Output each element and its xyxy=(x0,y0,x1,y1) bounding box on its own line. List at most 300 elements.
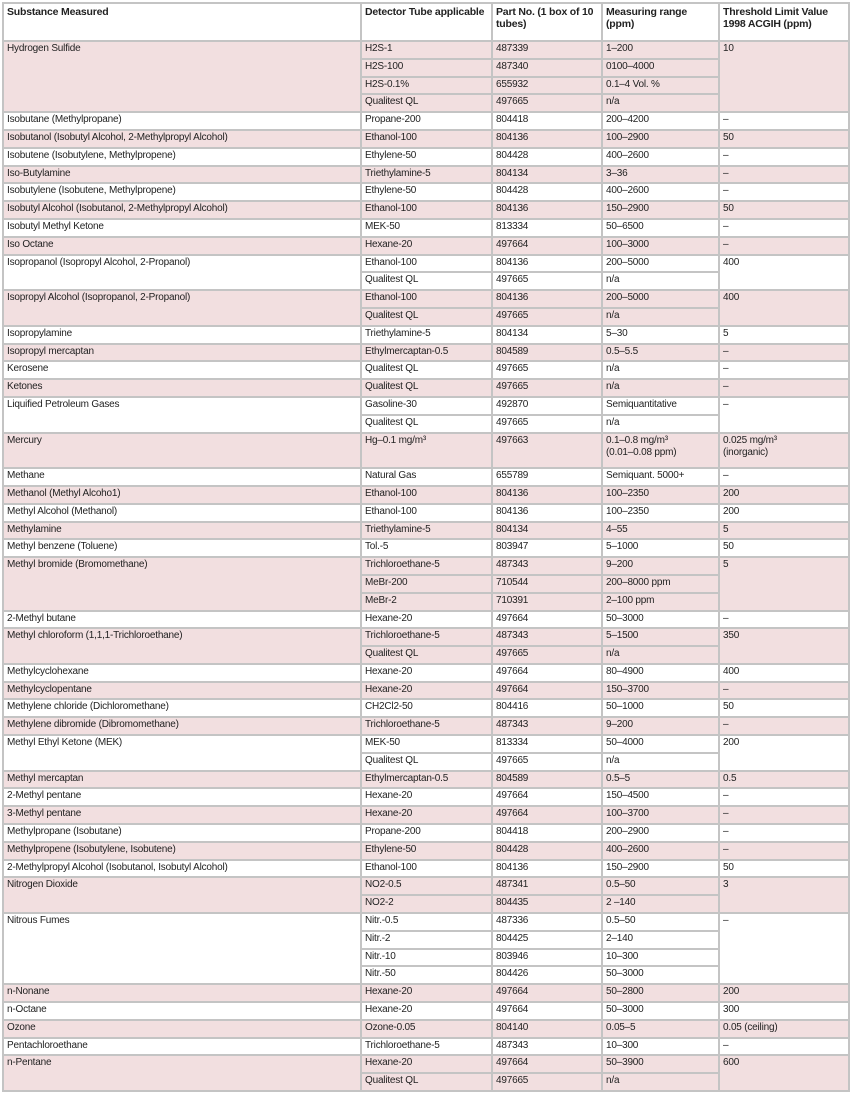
measuring-range-cell: 200–2900 xyxy=(602,824,719,842)
detector-tube-cell: Ethylene-50 xyxy=(361,183,492,201)
detector-tube-cell: Ethylmercaptan-0.5 xyxy=(361,344,492,362)
part-no-cell: 813334 xyxy=(492,219,602,237)
measuring-range-cell: 0.5–50 xyxy=(602,913,719,931)
detector-tube-cell: Ethanol-100 xyxy=(361,486,492,504)
part-no-cell: 804428 xyxy=(492,148,602,166)
tlv-cell: 5 xyxy=(719,557,849,610)
detector-tube-cell: Natural Gas xyxy=(361,468,492,486)
detector-tube-cell: Hexane-20 xyxy=(361,611,492,629)
header-measuring-range: Measuring range (ppm) xyxy=(602,3,719,41)
substance-cell: n-Nonane xyxy=(3,984,361,1002)
substance-cell: Methyl Ethyl Ketone (MEK) xyxy=(3,735,361,771)
table-row xyxy=(3,1002,849,1020)
measuring-range-cell: 150–3700 xyxy=(602,682,719,700)
tlv-cell: – xyxy=(719,219,849,237)
measuring-range-cell-line: (0.01–0.08 ppm) xyxy=(606,446,677,458)
tlv-cell: 50 xyxy=(719,130,849,148)
tlv-cell: 400 xyxy=(719,664,849,682)
part-no-cell: 804589 xyxy=(492,344,602,362)
table-row xyxy=(3,1055,849,1073)
measuring-range-cell: 400–2600 xyxy=(602,148,719,166)
tlv-cell: 10 xyxy=(719,41,849,112)
table-row xyxy=(3,877,849,895)
detector-tube-cell: Triethylamine-5 xyxy=(361,166,492,184)
measuring-range-cell: 0.5–5.5 xyxy=(602,344,719,362)
table-row xyxy=(3,41,849,59)
detector-tube-cell: H2S-1 xyxy=(361,41,492,59)
part-no-cell: 804435 xyxy=(492,895,602,913)
part-no-cell: 804428 xyxy=(492,842,602,860)
substance-cell: Iso-Butylamine xyxy=(3,166,361,184)
substance-cell: Kerosene xyxy=(3,361,361,379)
detector-tube-cell: Hexane-20 xyxy=(361,664,492,682)
substance-cell: Ketones xyxy=(3,379,361,397)
substance-cell: Isobutane (Methylpropane) xyxy=(3,112,361,130)
detector-tube-cell: Ethanol-100 xyxy=(361,201,492,219)
table-row xyxy=(3,735,849,753)
detector-tube-cell: Qualitest QL xyxy=(361,753,492,771)
substance-cell: 2-Methyl pentane xyxy=(3,788,361,806)
measuring-range-cell: 2–100 ppm xyxy=(602,593,719,611)
measuring-range-cell: 100–2900 xyxy=(602,130,719,148)
detector-tube-cell: Triethylamine-5 xyxy=(361,522,492,540)
part-no-cell: 804416 xyxy=(492,699,602,717)
part-no-cell: 487343 xyxy=(492,717,602,735)
table-row xyxy=(3,468,849,486)
tlv-cell: – xyxy=(719,717,849,735)
table-row xyxy=(3,1020,849,1038)
measuring-range-cell: 80–4900 xyxy=(602,664,719,682)
measuring-range-cell: 100–3000 xyxy=(602,237,719,255)
detector-tube-cell: Triethylamine-5 xyxy=(361,326,492,344)
measuring-range-cell: n/a xyxy=(602,272,719,290)
tlv-cell: 0.5 xyxy=(719,771,849,789)
detector-tube-cell: Qualitest QL xyxy=(361,308,492,326)
substance-cell: Methylpropane (Isobutane) xyxy=(3,824,361,842)
measuring-range-cell: 1–200 xyxy=(602,41,719,59)
substance-cell: Isopropyl mercaptan xyxy=(3,344,361,362)
table-row xyxy=(3,539,849,557)
substance-cell: Methyl benzene (Toluene) xyxy=(3,539,361,557)
measuring-range-cell: 400–2600 xyxy=(602,183,719,201)
part-no-cell: 487340 xyxy=(492,59,602,77)
measuring-range-cell: 4–55 xyxy=(602,522,719,540)
detector-tube-cell: Hexane-20 xyxy=(361,1002,492,1020)
substance-cell: Iso Octane xyxy=(3,237,361,255)
tlv-cell: 400 xyxy=(719,255,849,291)
part-no-cell: 710544 xyxy=(492,575,602,593)
part-no-cell: 804426 xyxy=(492,966,602,984)
measuring-range-cell: n/a xyxy=(602,646,719,664)
tlv-cell: 0.05 (ceiling) xyxy=(719,1020,849,1038)
detector-tube-cell: Qualitest QL xyxy=(361,94,492,112)
substance-cell: Ozone xyxy=(3,1020,361,1038)
detector-tube-cell: Qualitest QL xyxy=(361,646,492,664)
table-row xyxy=(3,984,849,1002)
detector-tube-cell: Ethylene-50 xyxy=(361,842,492,860)
part-no-cell: 497665 xyxy=(492,646,602,664)
table-row xyxy=(3,788,849,806)
part-no-cell: 487341 xyxy=(492,877,602,895)
part-no-cell: 497665 xyxy=(492,753,602,771)
part-no-cell: 804418 xyxy=(492,824,602,842)
table-row xyxy=(3,628,849,646)
substance-cell: Methylcyclohexane xyxy=(3,664,361,682)
measuring-range-cell: n/a xyxy=(602,361,719,379)
detector-tube-cell: NO2-0.5 xyxy=(361,877,492,895)
substance-cell: Isopropyl Alcohol (Isopropanol, 2-Propanol) xyxy=(3,290,361,326)
detector-tube-cell: Hexane-20 xyxy=(361,788,492,806)
substance-cell: Methylene chloride (Dichloromethane) xyxy=(3,699,361,717)
measuring-range-cell: 0.5–50 xyxy=(602,877,719,895)
part-no-cell: 487343 xyxy=(492,628,602,646)
substance-cell: Isobutanol (Isobutyl Alcohol, 2-Methylpropyl Alcohol) xyxy=(3,130,361,148)
detector-tube-cell: Ethanol-100 xyxy=(361,290,492,308)
part-no-cell: 804136 xyxy=(492,290,602,308)
part-no-cell: 804136 xyxy=(492,860,602,878)
tlv-cell-line: (inorganic) xyxy=(723,446,769,458)
tlv-cell: 600 xyxy=(719,1055,849,1091)
tlv-cell: 50 xyxy=(719,860,849,878)
table-row xyxy=(3,166,849,184)
part-no-cell: 487339 xyxy=(492,41,602,59)
table-row xyxy=(3,112,849,130)
measuring-range-cell: 150–4500 xyxy=(602,788,719,806)
tlv-cell: – xyxy=(719,842,849,860)
part-no-cell: 497664 xyxy=(492,1055,602,1073)
substance-cell: Isopropanol (Isopropyl Alcohol, 2-Propanol) xyxy=(3,255,361,291)
table-row xyxy=(3,806,849,824)
detector-tube-cell: Qualitest QL xyxy=(361,415,492,433)
measuring-range-cell: 50–2800 xyxy=(602,984,719,1002)
measuring-range-cell: 150–2900 xyxy=(602,860,719,878)
detector-tube-cell: Nitr.-0.5 xyxy=(361,913,492,931)
part-no-cell: 497665 xyxy=(492,361,602,379)
part-no-cell: 804425 xyxy=(492,931,602,949)
part-no-cell: 804134 xyxy=(492,166,602,184)
tlv-cell: 5 xyxy=(719,326,849,344)
detector-tube-cell: Hexane-20 xyxy=(361,682,492,700)
table-row xyxy=(3,433,849,469)
header-part-no: Part No. (1 box of 10 tubes) xyxy=(492,3,602,41)
detector-tube-cell: Trichloroethane-5 xyxy=(361,717,492,735)
tlv-cell: 200 xyxy=(719,504,849,522)
substance-cell: Methanol (Methyl Alcoho1) xyxy=(3,486,361,504)
part-no-cell: 804136 xyxy=(492,255,602,273)
table-body xyxy=(3,41,849,1091)
part-no-cell: 497664 xyxy=(492,788,602,806)
table-row xyxy=(3,326,849,344)
tlv-cell: – xyxy=(719,344,849,362)
detector-tube-cell: Gasoline-30 xyxy=(361,397,492,415)
table-row xyxy=(3,824,849,842)
measuring-range-cell-line: 0.1–0.8 mg/m³ xyxy=(606,434,668,446)
table-row xyxy=(3,344,849,362)
table-row xyxy=(3,1038,849,1056)
measuring-range-cell: 0100–4000 xyxy=(602,59,719,77)
measuring-range-cell: 0.5–5 xyxy=(602,771,719,789)
table-row xyxy=(3,771,849,789)
measuring-range-cell: 50–6500 xyxy=(602,219,719,237)
table-row xyxy=(3,379,849,397)
part-no-cell: 497664 xyxy=(492,237,602,255)
detector-tube-cell: NO2-2 xyxy=(361,895,492,913)
measuring-range-cell: 50–3000 xyxy=(602,1002,719,1020)
part-no-cell: 804136 xyxy=(492,486,602,504)
substance-cell: Isobutylene (Isobutene, Methylpropene) xyxy=(3,183,361,201)
part-no-cell: 803947 xyxy=(492,539,602,557)
part-no-cell: 803946 xyxy=(492,949,602,967)
substance-cell: Methylcyclopentane xyxy=(3,682,361,700)
measuring-range-cell: Semiquant. 5000+ xyxy=(602,468,719,486)
tlv-cell: – xyxy=(719,913,849,984)
part-no-cell: 497665 xyxy=(492,94,602,112)
substance-cell: n-Pentane xyxy=(3,1055,361,1091)
part-no-cell: 487343 xyxy=(492,557,602,575)
measuring-range-cell: n/a xyxy=(602,379,719,397)
part-no-cell: 804136 xyxy=(492,130,602,148)
tlv-cell: – xyxy=(719,379,849,397)
detector-tube-cell: Nitr.-2 xyxy=(361,931,492,949)
part-no-cell: 804589 xyxy=(492,771,602,789)
tlv-cell: 50 xyxy=(719,699,849,717)
measuring-range-cell: 10–300 xyxy=(602,949,719,967)
tlv-cell: – xyxy=(719,1038,849,1056)
detector-tube-cell: Ethanol-100 xyxy=(361,130,492,148)
measuring-range-cell: 9–200 xyxy=(602,557,719,575)
table-row xyxy=(3,557,849,575)
table-row xyxy=(3,361,849,379)
tlv-cell: – xyxy=(719,166,849,184)
part-no-cell: 804418 xyxy=(492,112,602,130)
table-row xyxy=(3,717,849,735)
detector-tube-cell: Hg–0.1 mg/m³ xyxy=(361,433,492,469)
part-no-cell: 804136 xyxy=(492,201,602,219)
detector-tube-cell: Qualitest QL xyxy=(361,272,492,290)
detector-tube-cell: Ethanol-100 xyxy=(361,860,492,878)
substance-cell: Methylene dibromide (Dibromomethane) xyxy=(3,717,361,735)
detector-tube-cell: Ethanol-100 xyxy=(361,255,492,273)
tlv-cell: – xyxy=(719,183,849,201)
part-no-cell: 497665 xyxy=(492,1073,602,1091)
detector-tube-cell: Nitr.-10 xyxy=(361,949,492,967)
detector-tube-cell: MeBr-200 xyxy=(361,575,492,593)
detector-tube-cell: Trichloroethane-5 xyxy=(361,557,492,575)
substance-cell: Nitrous Fumes xyxy=(3,913,361,984)
measuring-range-cell: 10–300 xyxy=(602,1038,719,1056)
part-no-cell: 804134 xyxy=(492,522,602,540)
table-row xyxy=(3,699,849,717)
tlv-cell: – xyxy=(719,611,849,629)
substance-cell: Nitrogen Dioxide xyxy=(3,877,361,913)
detector-tube-cell: Qualitest QL xyxy=(361,379,492,397)
substance-cell: 2-Methyl butane xyxy=(3,611,361,629)
detector-tube-cell: Hexane-20 xyxy=(361,984,492,1002)
detector-tube-cell: H2S-100 xyxy=(361,59,492,77)
part-no-cell: 655932 xyxy=(492,77,602,95)
detector-tube-cell: Hexane-20 xyxy=(361,1055,492,1073)
measuring-range-cell xyxy=(602,433,719,469)
substance-cell: Methyl Alcohol (Methanol) xyxy=(3,504,361,522)
tlv-cell: 400 xyxy=(719,290,849,326)
part-no-cell: 804134 xyxy=(492,326,602,344)
part-no-cell: 497665 xyxy=(492,272,602,290)
tlv-cell: 50 xyxy=(719,539,849,557)
measuring-range-cell: n/a xyxy=(602,753,719,771)
tlv-cell: – xyxy=(719,397,849,433)
measuring-range-cell: 2 –140 xyxy=(602,895,719,913)
part-no-cell: 497664 xyxy=(492,984,602,1002)
tlv-cell: 5 xyxy=(719,522,849,540)
substance-cell: Isobutene (Isobutylene, Methylpropene) xyxy=(3,148,361,166)
part-no-cell: 497664 xyxy=(492,806,602,824)
header-tlv: Threshold Limit Value 1998 ACGIH (ppm) xyxy=(719,3,849,41)
tlv-cell: – xyxy=(719,237,849,255)
tlv-cell: 200 xyxy=(719,735,849,771)
detector-tube-cell: MeBr-2 xyxy=(361,593,492,611)
detector-tube-cell: Ethylene-50 xyxy=(361,148,492,166)
substance-cell: Methylamine xyxy=(3,522,361,540)
measuring-range-cell: n/a xyxy=(602,415,719,433)
detector-tube-cell: MEK-50 xyxy=(361,735,492,753)
table-row xyxy=(3,183,849,201)
detector-tube-cell: Hexane-20 xyxy=(361,237,492,255)
substance-cell: Isobutyl Alcohol (Isobutanol, 2-Methylpropyl Alcohol) xyxy=(3,201,361,219)
detector-tube-cell: Ozone-0.05 xyxy=(361,1020,492,1038)
detector-tube-cell: H2S-0.1% xyxy=(361,77,492,95)
substance-cell: Pentachloroethane xyxy=(3,1038,361,1056)
measuring-range-cell: 100–2350 xyxy=(602,504,719,522)
table-row xyxy=(3,397,849,415)
tlv-cell: – xyxy=(719,682,849,700)
measuring-range-cell: 50–3000 xyxy=(602,611,719,629)
measuring-range-cell: 150–2900 xyxy=(602,201,719,219)
table-row xyxy=(3,913,849,931)
measuring-range-cell: 200–8000 ppm xyxy=(602,575,719,593)
part-no-cell: 497664 xyxy=(492,682,602,700)
tlv-cell: – xyxy=(719,824,849,842)
substance-cell: Methylpropene (Isobutylene, Isobutene) xyxy=(3,842,361,860)
header-substance: Substance Measured xyxy=(3,3,361,41)
detector-tube-cell: Propane-200 xyxy=(361,112,492,130)
measuring-range-cell: 50–1000 xyxy=(602,699,719,717)
measuring-range-cell: 3–36 xyxy=(602,166,719,184)
detector-tube-cell: CH2Cl2-50 xyxy=(361,699,492,717)
tlv-cell xyxy=(719,433,849,469)
tlv-cell: 200 xyxy=(719,984,849,1002)
tlv-cell: – xyxy=(719,112,849,130)
measuring-range-cell: n/a xyxy=(602,94,719,112)
detector-tube-cell: Hexane-20 xyxy=(361,806,492,824)
substance-cell: 2-Methylpropyl Alcohol (Isobutanol, Isobutyl Alcohol) xyxy=(3,860,361,878)
part-no-cell: 497664 xyxy=(492,1002,602,1020)
measuring-range-cell: n/a xyxy=(602,308,719,326)
table-header-row xyxy=(3,3,849,41)
measuring-range-cell: 100–3700 xyxy=(602,806,719,824)
tlv-cell: 300 xyxy=(719,1002,849,1020)
substance-cell: 3-Methyl pentane xyxy=(3,806,361,824)
measuring-range-cell: 100–2350 xyxy=(602,486,719,504)
table-row xyxy=(3,237,849,255)
tlv-cell: – xyxy=(719,361,849,379)
substance-cell: Hydrogen Sulfide xyxy=(3,41,361,112)
table-row xyxy=(3,611,849,629)
detector-tube-cell: Nitr.-50 xyxy=(361,966,492,984)
substance-cell: Isopropylamine xyxy=(3,326,361,344)
table-row xyxy=(3,290,849,308)
measuring-range-cell: 400–2600 xyxy=(602,842,719,860)
detector-tube-cell: Qualitest QL xyxy=(361,361,492,379)
table-row xyxy=(3,486,849,504)
measuring-range-cell: Semiquantitative xyxy=(602,397,719,415)
part-no-cell: 497664 xyxy=(492,611,602,629)
tlv-cell: – xyxy=(719,788,849,806)
substance-cell: Methyl mercaptan xyxy=(3,771,361,789)
detector-tube-cell: Tol.-5 xyxy=(361,539,492,557)
table-row xyxy=(3,219,849,237)
measuring-range-cell: n/a xyxy=(602,1073,719,1091)
table-row xyxy=(3,504,849,522)
part-no-cell: 804140 xyxy=(492,1020,602,1038)
measuring-range-cell: 50–3900 xyxy=(602,1055,719,1073)
measuring-range-cell: 5–30 xyxy=(602,326,719,344)
tlv-cell: 350 xyxy=(719,628,849,664)
detector-tube-cell: Propane-200 xyxy=(361,824,492,842)
table-row xyxy=(3,682,849,700)
part-no-cell: 804136 xyxy=(492,504,602,522)
substance-cell: Mercury xyxy=(3,433,361,469)
part-no-cell: 497665 xyxy=(492,415,602,433)
substance-cell: n-Octane xyxy=(3,1002,361,1020)
detector-tube-cell: MEK-50 xyxy=(361,219,492,237)
tlv-cell: – xyxy=(719,806,849,824)
measuring-range-cell: 200–4200 xyxy=(602,112,719,130)
detector-tube-table xyxy=(2,2,850,1092)
measuring-range-cell: 200–5000 xyxy=(602,255,719,273)
detector-tube-cell: Trichloroethane-5 xyxy=(361,628,492,646)
table-row xyxy=(3,148,849,166)
table-row xyxy=(3,522,849,540)
substance-cell: Methyl chloroform (1,1,1-Trichloroethane) xyxy=(3,628,361,664)
measuring-range-cell: 5–1500 xyxy=(602,628,719,646)
detector-tube-cell: Trichloroethane-5 xyxy=(361,1038,492,1056)
part-no-cell: 710391 xyxy=(492,593,602,611)
part-no-cell: 497663 xyxy=(492,433,602,469)
tlv-cell: 50 xyxy=(719,201,849,219)
tlv-cell-line: 0.025 mg/m³ xyxy=(723,434,777,446)
substance-cell: Methane xyxy=(3,468,361,486)
detector-tube-cell: Ethanol-100 xyxy=(361,504,492,522)
measuring-range-cell: 5–1000 xyxy=(602,539,719,557)
substance-cell: Isobutyl Methyl Ketone xyxy=(3,219,361,237)
part-no-cell: 487336 xyxy=(492,913,602,931)
measuring-range-cell: 9–200 xyxy=(602,717,719,735)
part-no-cell: 655789 xyxy=(492,468,602,486)
tlv-cell: – xyxy=(719,468,849,486)
tlv-cell: 3 xyxy=(719,877,849,913)
part-no-cell: 497665 xyxy=(492,308,602,326)
table-row xyxy=(3,201,849,219)
table-row xyxy=(3,130,849,148)
part-no-cell: 492870 xyxy=(492,397,602,415)
part-no-cell: 813334 xyxy=(492,735,602,753)
substance-cell: Methyl bromide (Bromomethane) xyxy=(3,557,361,610)
part-no-cell: 487343 xyxy=(492,1038,602,1056)
part-no-cell: 804428 xyxy=(492,183,602,201)
table-row xyxy=(3,842,849,860)
part-no-cell: 497664 xyxy=(492,664,602,682)
part-no-cell: 497665 xyxy=(492,379,602,397)
